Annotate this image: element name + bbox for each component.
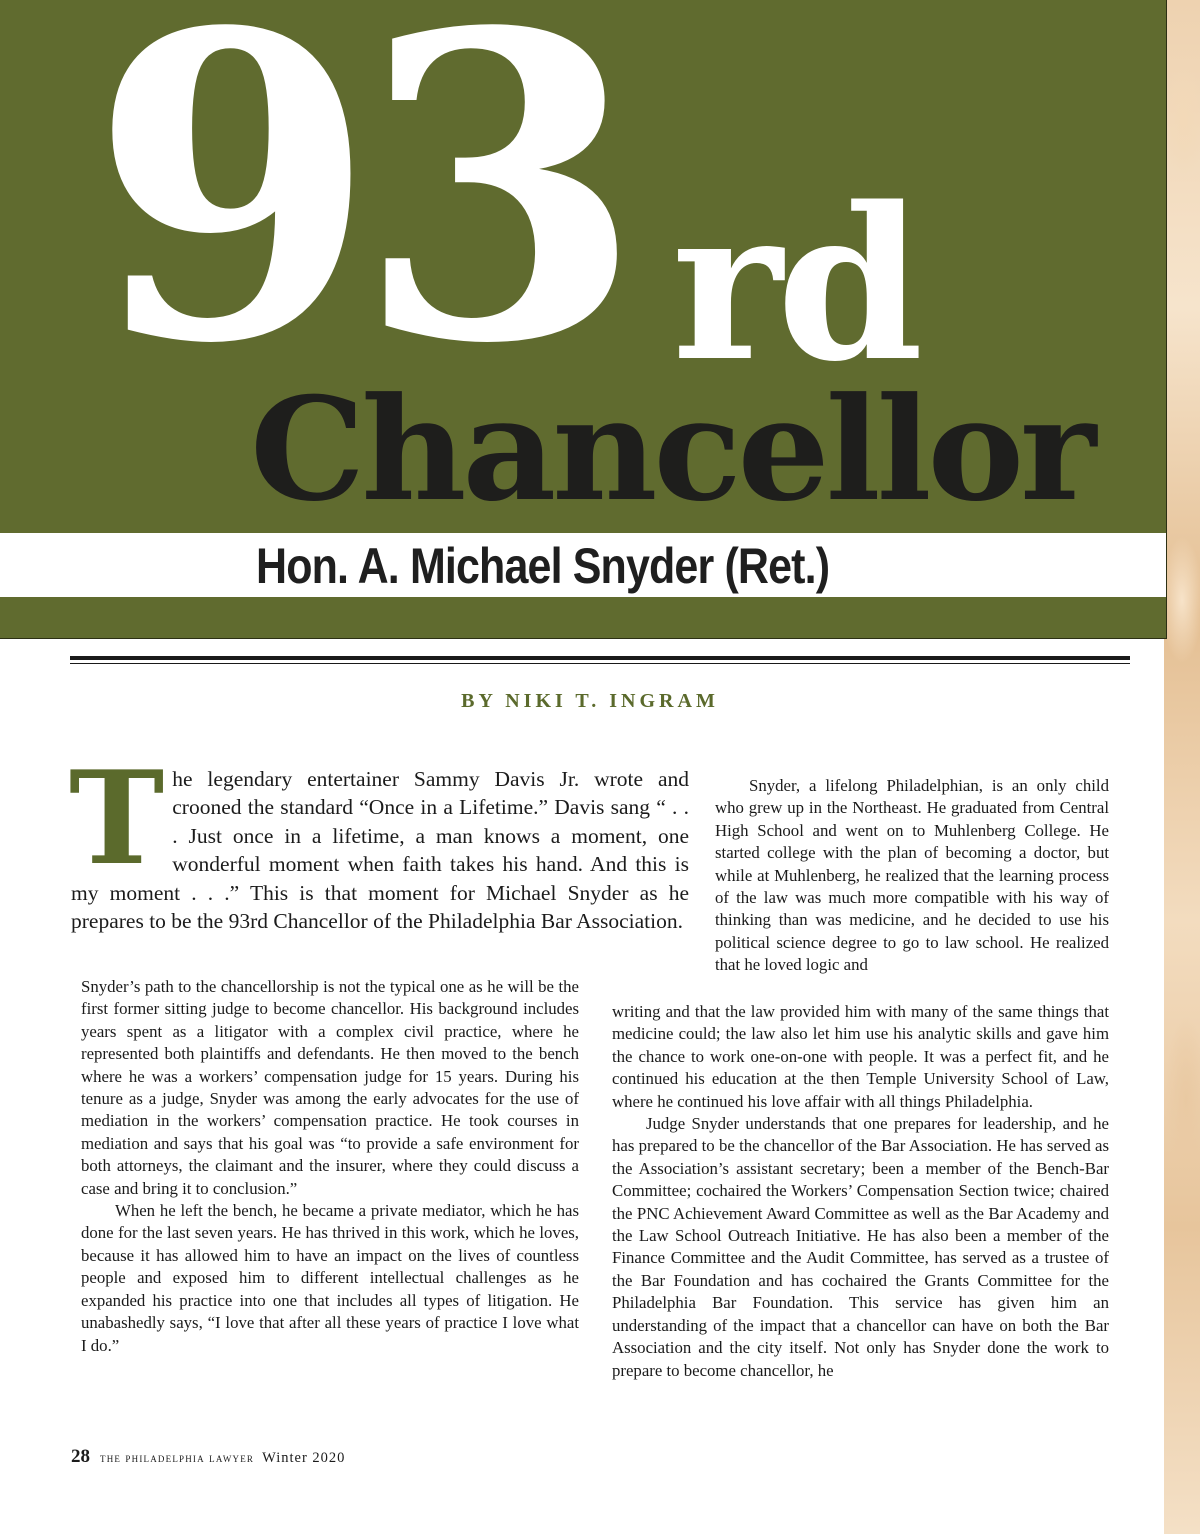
divider-rule-thick: [70, 656, 1130, 660]
right-column: [612, 1001, 1109, 1382]
page-footer: [71, 1446, 345, 1468]
body-paragraph: Judge Snyder understands that one prepares for leadership, and he has prepared to be the chancellor of the Bar Association. He has served as the Association’s assistant secretary; been a member of the Bench-Bar Committee; cochaired the Workers’ Compensation Section twice; chaired the PNC Achievement Award Committee as well as the Bar Academy and the Law School Outreach Initiative. He has also been a member of the Finance Committee and the Audit Committee, has served as a trustee of the Bar Foundation and has cochaired the Grants Committee for the Philadelphia Bar Foundation. This service has given him an understanding of the impact that a chancellor can have on both the Bar Association and the city itself. Not only has Snyder done the work to prepare to become chancellor, he: [612, 1114, 1109, 1380]
left-column: [81, 976, 579, 1357]
side-photo-strip: [1164, 0, 1200, 1534]
drop-cap: T: [69, 744, 165, 894]
body-paragraph: When he left the bench, he became a private mediator, which he has done for the last seven years. He has thrived in this work, which he loves, because it has allowed him to have an impact on the lives of countless people and exposed him to different intellectual challenges as he expanded his practice into one that includes all types of litigation. He unabashedly says, “I love that after all these years of practice I love what I do.”: [81, 1201, 579, 1355]
lead-text: he legendary entertainer Sammy Davis Jr. wrote and crooned the standard “Once in a Lifetime.” Davis sang “ . . . Just once in a lifetime, a man knows a moment, one wonderful moment when faith takes his hand. And this is my moment . . .” This is that moment for Michael Snyder as he prepares to be the 93rd Chancellor of the Philadelphia Bar Association.: [71, 767, 689, 934]
divider-rule-thin: [70, 663, 1130, 664]
right-column-top: [715, 775, 1109, 977]
byline: BY NIKI T. INGRAM: [461, 690, 719, 712]
page-number: 28: [71, 1446, 90, 1467]
hero-ordinal-suffix: rd: [672, 161, 918, 408]
issue-label: Winter 2020: [262, 1450, 346, 1466]
body-paragraph: Snyder, a lifelong Philadelphian, is an only child who grew up in the Northeast. He graduated from Central High School and went on to Muhlenberg College. He started college with the plan of becoming a doctor, but while at Muhlenberg, he realized that the learning process of the law was much more compatible with his way of thinking than was medicine, and he decided to use his political science degree to go to law school. He realized that he loved logic and: [715, 776, 1109, 975]
lead-paragraph: [69, 744, 689, 935]
hero-number: 93: [90, 0, 624, 436]
body-paragraph: writing and that the law provided him with many of the same things that medicine could; the law also let him use his analytic skills and gave him the chance to work one-on-one with people. It was a perfect fit, and he continued his education at the then Temple University School of Law, where he continued his love affair with all things Philadelphia.: [612, 1002, 1109, 1111]
body-paragraph: Snyder’s path to the chancellorship is not the typical one as he will be the first former sitting judge to become chancellor. His background includes years spent as a litigator with a complex civil practice, where he represented both plaintiffs and defendants. He then moved to the bench where he was a workers’ compensation judge for 15 years. During his tenure as a judge, Snyder was among the early advocates for the use of mediation in the workers’ compensation practice. He took courses in mediation and says that his goal was “to provide a safe environment for both attorneys, the claimant and the insurer, where they could discuss a case and bring it to conclusion.”: [81, 977, 579, 1198]
publication-name: the philadelphia lawyer: [100, 1451, 255, 1465]
hero-title: Chancellor: [250, 367, 1093, 533]
hero-banner: [0, 0, 1167, 639]
honoree-name: Hon. A. Michael Snyder (Ret.): [256, 538, 830, 594]
